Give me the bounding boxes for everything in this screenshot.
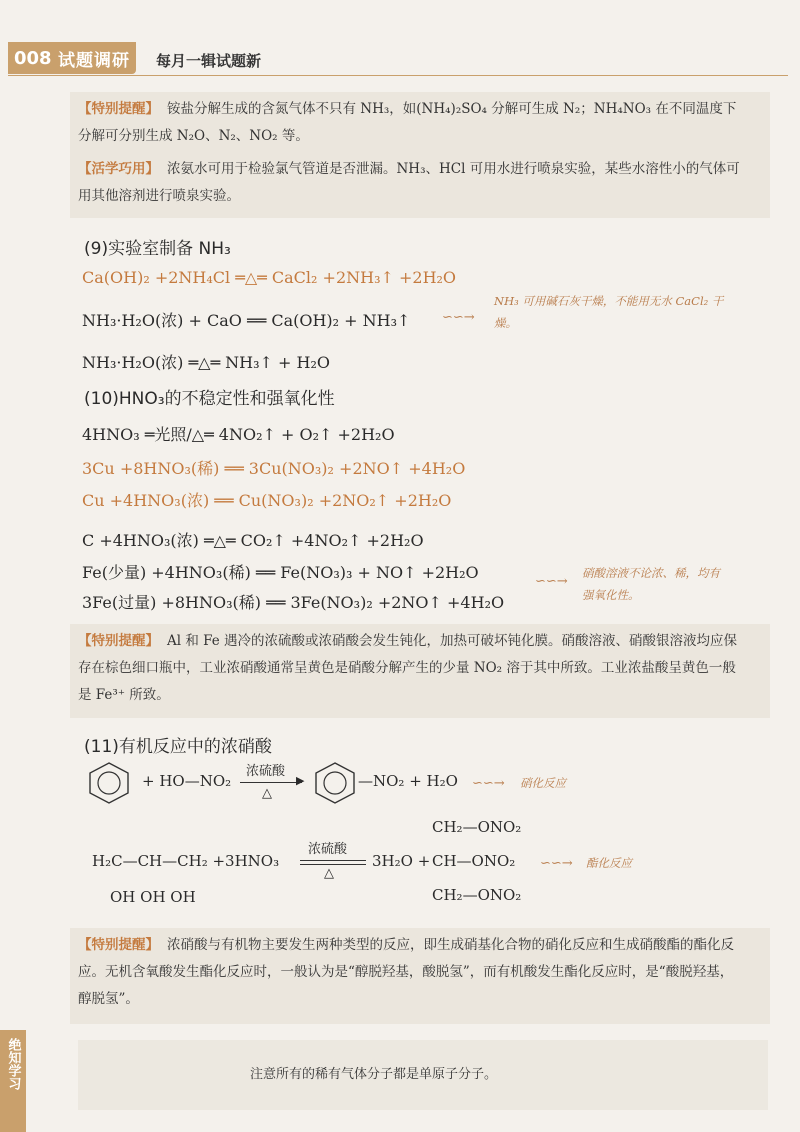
margin-note-nitrate: 硝酸溶液不论浓、稀，均有强氧化性。 [582, 566, 720, 602]
margin-note-nitration: 硝化反应 [520, 776, 566, 790]
section-heading-9: (9)实验室制备 NH₃ [84, 239, 231, 259]
equation-8: Fe(少量) +4HNO₃(稀) ══ Fe(NO₃)₃ + NO↑ +2H₂O [82, 563, 479, 582]
reaction-arrow [300, 864, 366, 865]
equation-6: Cu +4HNO₃(浓) ══ Cu(NO₃)₂ +2NO₂↑ +2H₂O [82, 491, 452, 510]
nitration-reagent: + HO—NO₂ [142, 772, 232, 790]
note-special-2 [78, 628, 746, 709]
note-text: Al 和 Fe 遇冷的浓硫酸或浓硝酸会发生钝化，加热可破坏钝化膜。硝酸溶液、硝酸银溶液均应保存在棕色细口瓶中，工业浓硝酸通常呈黄色是硝酸分解产生的少量 NO₂ 溶于其中所致。工业浓盐酸呈黄色一般是 Fe³⁺ 所致。 [78, 633, 738, 703]
equation-9: 3Fe(过量) +8HNO₃(稀) ══ 3Fe(NO₃)₂ +2NO↑ +4H₂O [82, 593, 505, 612]
section-heading-10: (10)HNO₃的不稳定性和强氧化性 [84, 389, 335, 409]
header-subtitle: 每月一辑试题新 [156, 52, 262, 70]
section-title: 试题调研 [58, 50, 130, 71]
nitration-condition-top: 浓硫酸 [246, 764, 286, 779]
ester-condition-top: 浓硫酸 [308, 842, 348, 857]
note-label: 【特别提醒】 [78, 937, 159, 953]
header-divider [8, 75, 788, 76]
nitration-product: —NO₂ + H₂O [358, 772, 458, 790]
benzene-ring-icon [310, 760, 360, 804]
ester-product-row: CH₂—ONO₂ [432, 886, 522, 904]
margin-arrow: ∽∽→ [535, 574, 568, 589]
note-label: 【特别提醒】 [78, 633, 159, 649]
nitration-condition-bottom: △ [262, 786, 272, 801]
section-heading-11: (11)有机反应中的浓硝酸 [84, 737, 272, 757]
note-apply [78, 156, 746, 210]
margin-note-nh3: NH₃ 可用碱石灰干燥，不能用无水 CaCl₂ 干燥。 [494, 294, 724, 330]
note-special-3 [78, 932, 746, 1013]
page-number: 008 [14, 47, 52, 69]
equation-2: NH₃·H₂O(浓) + CaO ══ Ca(OH)₂ + NH₃↑ [82, 311, 411, 330]
equation-1: Ca(OH)₂ +2NH₄Cl ═△═ CaCl₂ +2NH₃↑ +2H₂O [82, 268, 457, 287]
note-text: 浓氨水可用于检验氯气管道是否泄漏。NH₃、HCl 可用水进行喷泉实验，某些水溶性小的气体可用其他溶剂进行喷泉实验。 [78, 161, 740, 204]
side-tab-label: 绝知学习 [5, 1038, 21, 1090]
note-label: 【特别提醒】 [78, 101, 159, 117]
margin-arrow: ∽∽→ [472, 776, 505, 791]
note-text: 铵盐分解生成的含氮气体不只有 NH₃，如(NH₄)₂SO₄ 分解可生成 N₂；NH₄NO₃ 在不同温度下分解可分别生成 N₂O、N₂、NO₂ 等。 [78, 101, 737, 144]
margin-arrow: ∽∽→ [442, 310, 475, 325]
note-special-1 [78, 96, 746, 150]
footer-text: 注意所有的稀有气体分子都是单原子分子。 [250, 1067, 498, 1082]
page-header [0, 0, 800, 78]
equation-4: 4HNO₃ ═光照/△═ 4NO₂↑ + O₂↑ +2H₂O [82, 425, 395, 444]
ester-left-oh: OH OH OH [110, 888, 196, 906]
ester-product-row: CH₂—ONO₂ [432, 818, 522, 836]
margin-arrow: ∽∽→ [540, 856, 573, 871]
equation-5: 3Cu +8HNO₃(稀) ══ 3Cu(NO₃)₂ +2NO↑ +4H₂O [82, 459, 466, 478]
equation-7: C +4HNO₃(浓) ═△═ CO₂↑ +4NO₂↑ +2H₂O [82, 531, 424, 550]
ester-left: H₂C—CH—CH₂ +3HNO₃ [92, 852, 280, 870]
header-tab [8, 42, 136, 74]
reaction-arrow [240, 782, 302, 783]
note-text: 浓硝酸与有机物主要发生两种类型的反应，即生成硝基化合物的硝化反应和生成硝酸酯的酯化反应。无机含氧酸发生酯化反应时，一般认为是“醇脱羟基，酸脱氢”，而有机酸发生酯化反应时，是“酸脱羟基，醇脱氢”。 [78, 937, 734, 1007]
ester-product-row: CH—ONO₂ [432, 852, 516, 870]
arrow-head-icon: ▶ [296, 774, 305, 787]
margin-note-ester: 酯化反应 [586, 856, 632, 870]
benzene-ring-icon [84, 760, 134, 804]
ester-right-prefix: 3H₂O + [372, 852, 431, 870]
side-tab [0, 1030, 26, 1132]
note-label: 【活学巧用】 [78, 161, 159, 177]
equation-3: NH₃·H₂O(浓) ═△═ NH₃↑ + H₂O [82, 353, 331, 372]
ester-condition-bottom: △ [324, 866, 334, 881]
reaction-arrow [300, 860, 366, 861]
